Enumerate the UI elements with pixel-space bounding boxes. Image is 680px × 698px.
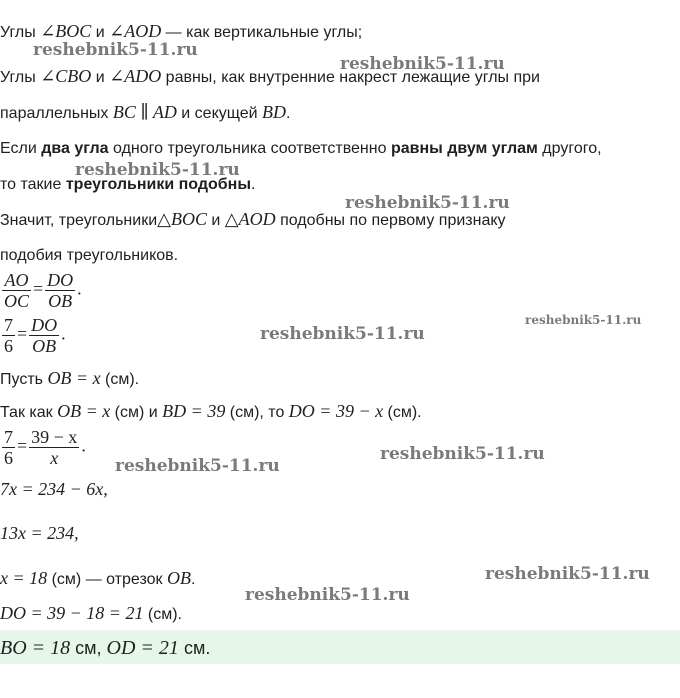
watermark: reshebnik5-11.ru [340, 54, 505, 74]
text: (см). [143, 606, 182, 623]
text: подобны по первому признаку [275, 212, 506, 229]
text: Так как [0, 404, 58, 421]
math: 13x = 234, [0, 523, 79, 543]
text: . [286, 105, 291, 122]
math: ∠AOD [109, 21, 162, 41]
answer-line [0, 637, 210, 659]
text: и [91, 24, 110, 41]
equals-sign: = [33, 278, 44, 299]
equation-do [0, 602, 182, 626]
math: BC ∥ AD [112, 102, 177, 122]
line-criterion [0, 138, 602, 160]
text: то такие [0, 176, 66, 193]
text: — как вертикальные углы; [161, 24, 363, 41]
numerator: DO [47, 270, 74, 290]
text: (см). [100, 371, 140, 388]
denominator: x [29, 447, 79, 468]
math: x = 18 [0, 568, 48, 588]
text: и секущей [176, 105, 263, 122]
math: BO = 18 [0, 637, 71, 659]
fraction [2, 427, 15, 468]
denominator: OC [4, 291, 30, 311]
text: см, [70, 638, 107, 658]
fraction [29, 315, 59, 356]
math: ∠BOC [40, 21, 92, 41]
denominator: 6 [4, 336, 13, 356]
text: одного треугольника соответственно [108, 140, 391, 157]
text: (см) и [110, 404, 163, 421]
period: . [81, 435, 86, 456]
math: 7x = 234 − 6x, [0, 479, 108, 499]
text: и [206, 212, 225, 229]
watermark: reshebnik5-11.ru [75, 160, 240, 180]
math: OB = x [47, 368, 101, 388]
fraction [29, 427, 79, 468]
watermark: reshebnik5-11.ru [485, 564, 650, 584]
math: OD = 21 [106, 637, 179, 659]
fraction [2, 270, 31, 311]
bold-text: равны двум углам [390, 140, 538, 157]
watermark: reshebnik5-11.ru [33, 40, 198, 60]
math: OB [166, 568, 191, 588]
line-let [0, 367, 139, 391]
equation-step-1 [0, 478, 108, 502]
text: (см) — отрезок [47, 571, 167, 588]
text: параллельных [0, 105, 113, 122]
math: △BOC [157, 209, 207, 229]
text: (см). [383, 404, 422, 421]
text: другого, [537, 140, 602, 157]
denominator: OB [45, 290, 75, 311]
math: ∠ADO [109, 66, 162, 86]
bold-text: треугольники подобны [65, 176, 252, 193]
text: Пусть [0, 371, 48, 388]
formula-ratio-numeric [0, 315, 66, 356]
watermark: reshebnik5-11.ru [260, 324, 425, 344]
equals-sign: = [17, 435, 28, 456]
watermark: reshebnik5-11.ru [525, 313, 642, 327]
line-since [0, 400, 422, 424]
formula-equation [0, 427, 86, 468]
watermark: reshebnik5-11.ru [245, 585, 410, 605]
numerator: 7 [4, 427, 13, 447]
text: и [91, 69, 110, 86]
numerator: AO [4, 270, 29, 290]
math: ∠CBO [40, 66, 92, 86]
text: Значит, треугольники [0, 212, 158, 229]
math: OB = x [57, 401, 111, 421]
line-conclusion-end [0, 245, 178, 267]
numerator: 7 [4, 315, 13, 335]
denominator: 6 [4, 448, 13, 468]
text: Если [0, 140, 42, 157]
watermark: reshebnik5-11.ru [345, 193, 510, 213]
math: BD [262, 102, 287, 122]
math: DO = 39 − 18 = 21 [0, 603, 144, 623]
text: подобия треугольников. [0, 247, 179, 264]
math: DO = 39 − x [288, 401, 384, 421]
fraction [2, 315, 15, 356]
period: . [77, 278, 82, 299]
watermark: reshebnik5-11.ru [115, 456, 280, 476]
text: . [190, 571, 196, 588]
text: см. [178, 638, 211, 658]
text: . [251, 176, 256, 193]
watermark: reshebnik5-11.ru [380, 444, 545, 464]
numerator: 39 − x [31, 427, 78, 447]
equation-step-2 [0, 522, 79, 546]
text: (см), то [225, 404, 289, 421]
equals-sign: = [17, 323, 28, 344]
text: равны, как внутренние накрест лежащие углы при [161, 69, 540, 86]
denominator: OB [29, 335, 59, 356]
math: BD = 39 [162, 401, 226, 421]
text: Углы [0, 69, 41, 86]
formula-ratio [0, 270, 82, 311]
numerator: DO [31, 315, 58, 335]
bold-text: два угла [41, 140, 109, 157]
text: Углы [0, 24, 41, 41]
equation-result [0, 567, 195, 591]
fraction [45, 270, 75, 311]
period: . [61, 323, 66, 344]
math: △AOD [224, 209, 276, 229]
line-parallel [0, 101, 290, 125]
